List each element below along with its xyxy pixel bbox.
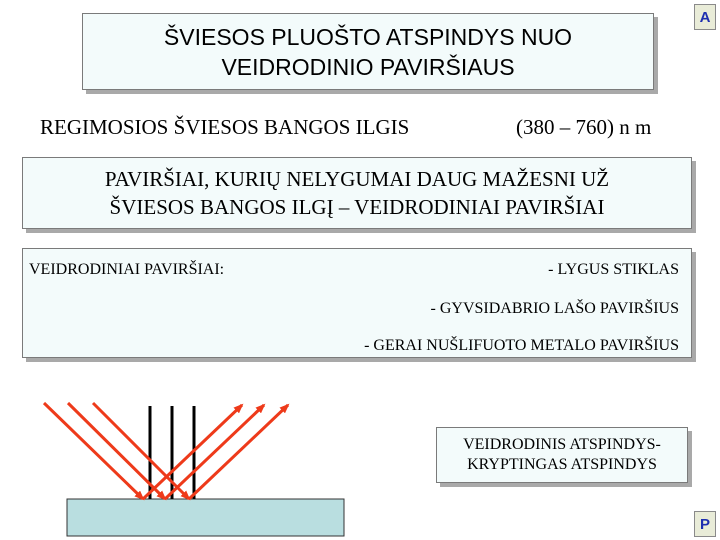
reflection-note-box [436, 427, 688, 483]
reflection-note-line-2: KRYPTINGAS ATSPINDYS [467, 456, 657, 473]
mirror-surfaces-heading: VEIDRODINIAI PAVIRŠIAI: [29, 261, 225, 278]
reflection-note-line-1: VEIDRODINIS ATSPINDYS- [463, 436, 661, 453]
title-line-2: VEIDRODINIO PAVIRŠIAUS [221, 53, 515, 80]
wavelength-value: (380 – 760) n m [516, 115, 652, 139]
wavelength-label: REGIMOSIOS ŠVIESOS BANGOS ILGIS [40, 115, 410, 139]
title-line-1: ŠVIESOS PLUOŠTO ATSPINDYS NUO [163, 23, 573, 50]
reflected-ray [165, 405, 264, 499]
incident-ray [44, 403, 143, 499]
definition-line-1: PAVIRŠIAI, KURIŲ NELYGUMAI DAUG MAŽESNI UŽ [104, 167, 610, 191]
incident-ray [93, 403, 189, 499]
mirror-surface [67, 499, 344, 536]
reflected-ray [189, 405, 288, 499]
definition-line-2: ŠVIESOS BANGOS ILGĮ – VEIDRODINIAI PAVIRŠIAI [109, 195, 605, 219]
nav-button-top[interactable]: A [694, 4, 716, 30]
list-item: - LYGUS STIKLAS [548, 261, 679, 278]
nav-button-bottom[interactable]: P [694, 511, 716, 537]
list-item: - GERAI NUŠLIFUOTO METALO PAVIRŠIUS [364, 337, 679, 354]
list-item: - GYVSIDABRIO LAŠO PAVIRŠIUS [430, 300, 679, 317]
